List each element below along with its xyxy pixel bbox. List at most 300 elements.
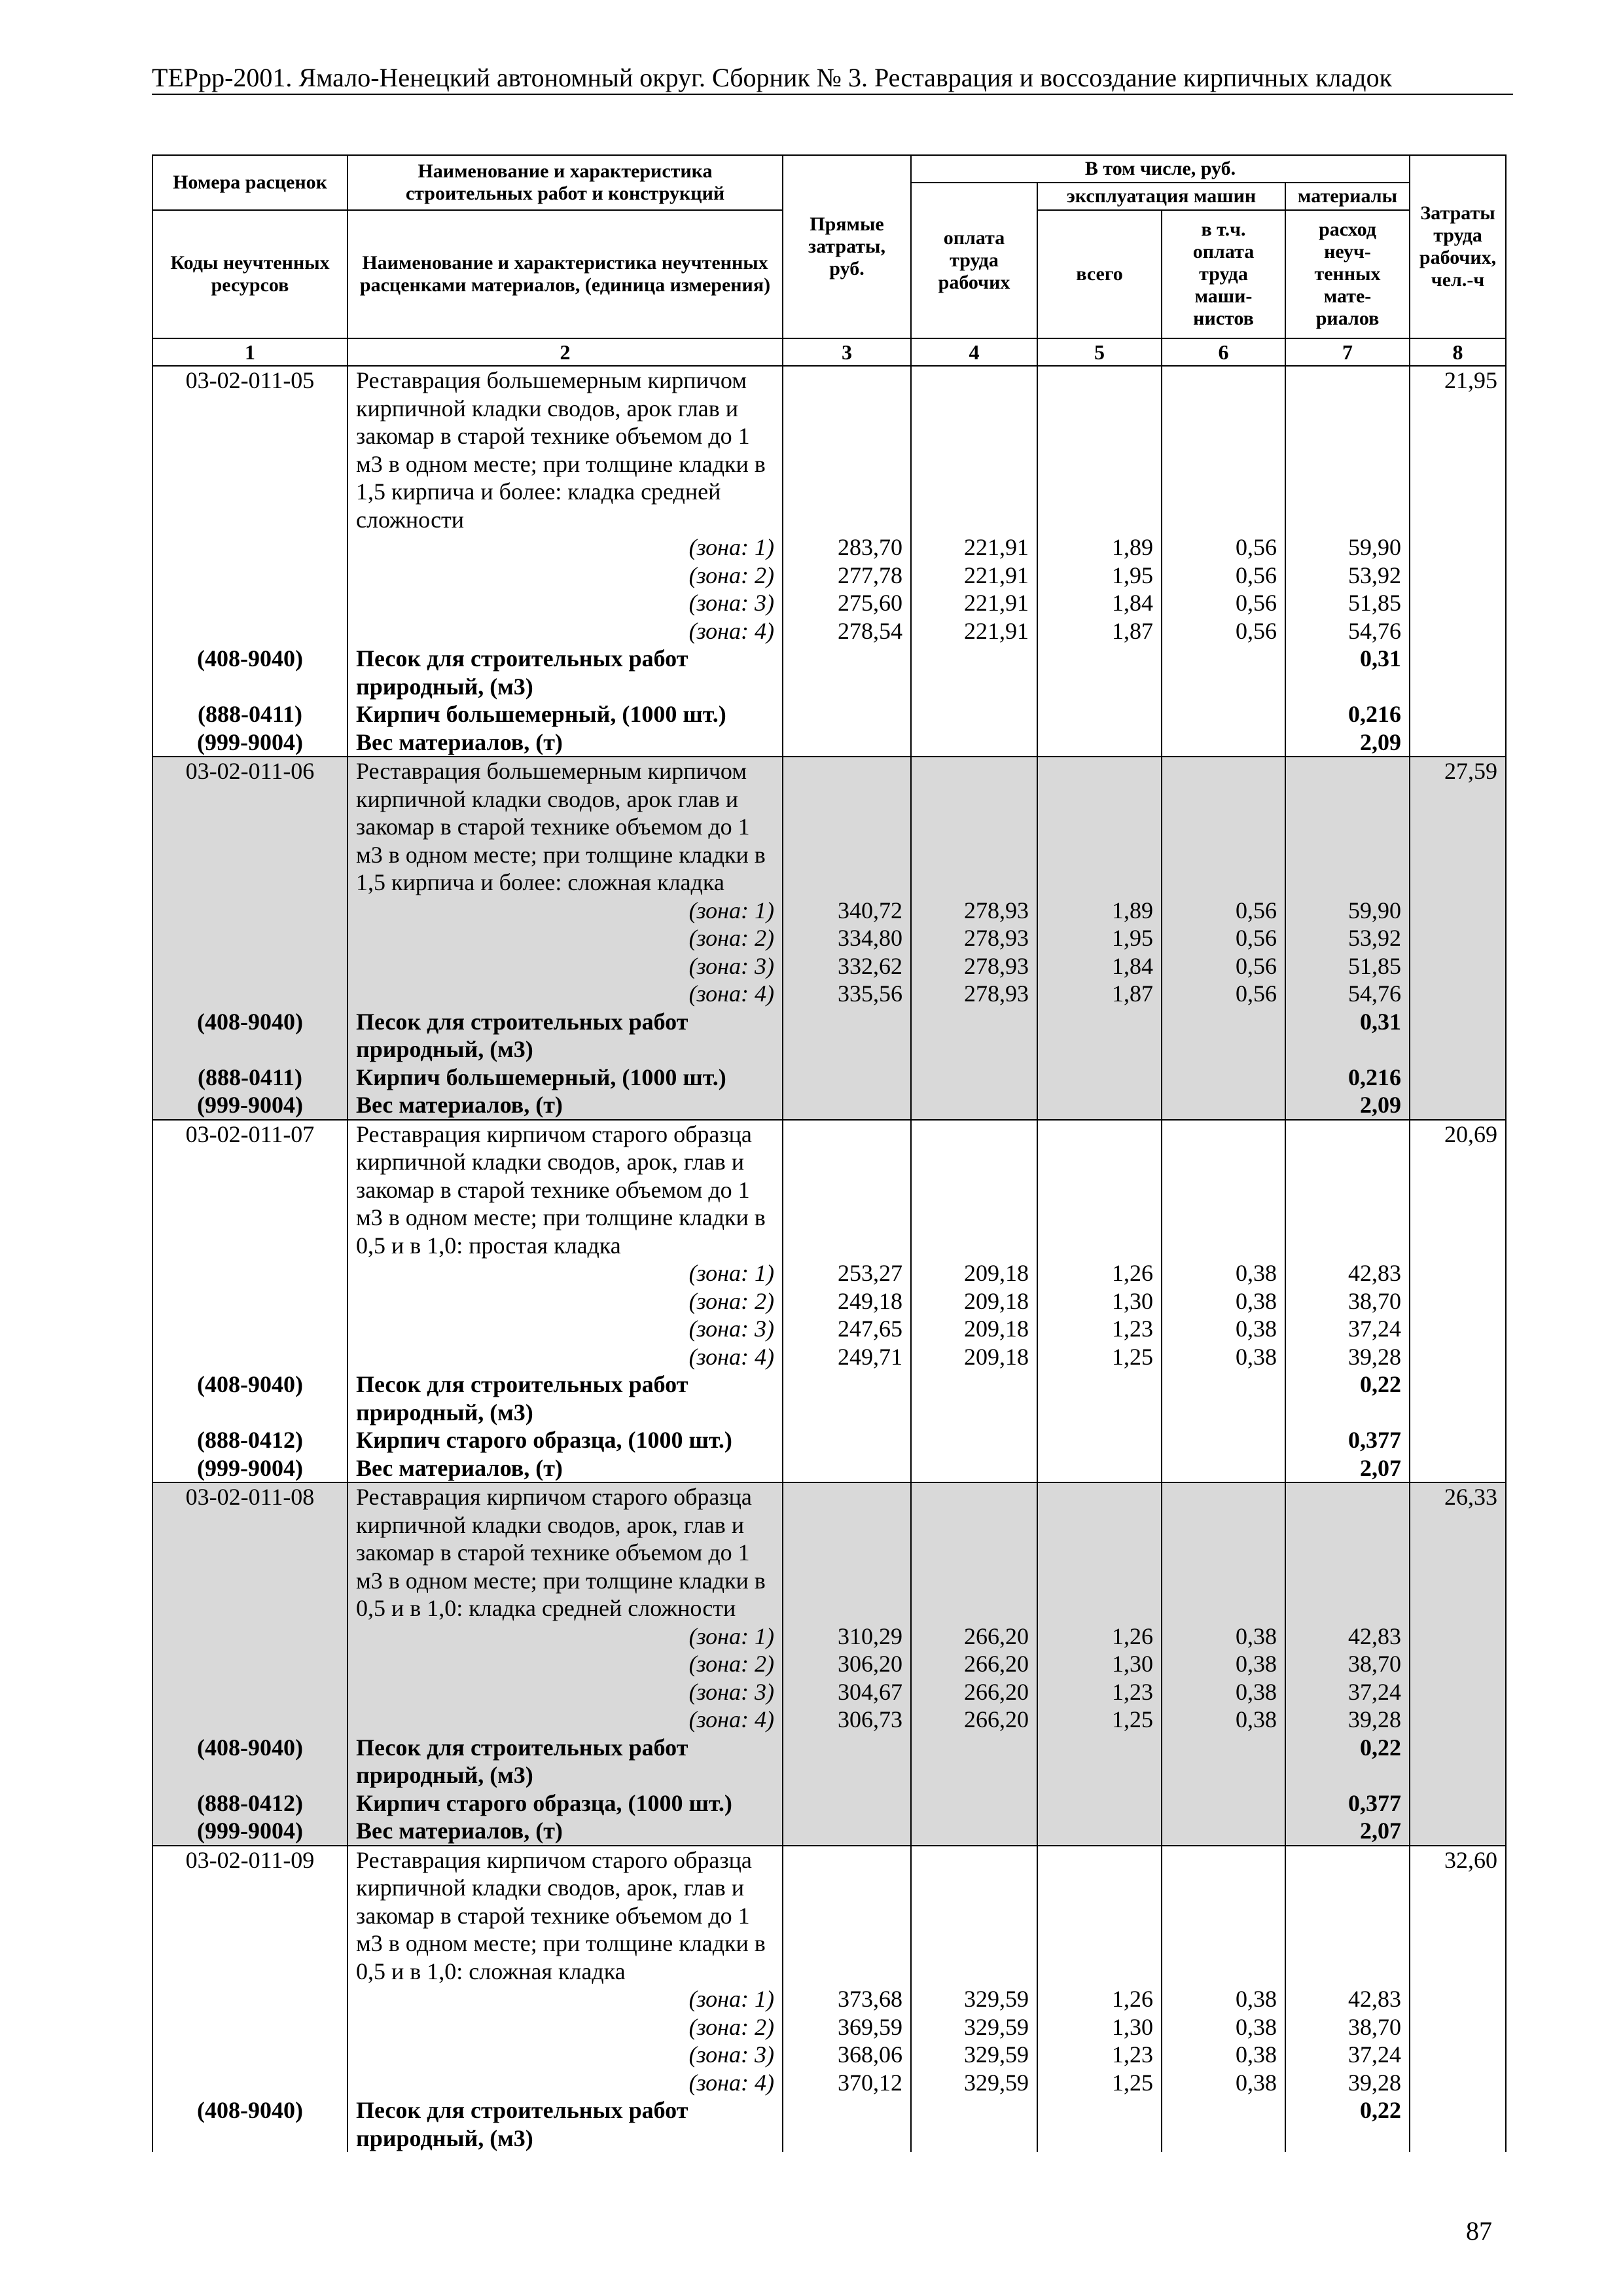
empty-cell [1037, 1120, 1162, 1260]
header-materials: материалы [1285, 183, 1410, 210]
header-work-name: Наименование и характеристика строительных работ и конструкций [348, 155, 783, 210]
resource-row [152, 700, 1506, 728]
zone-row [152, 562, 1506, 590]
materials-cost: 54,76 [1285, 980, 1410, 1008]
empty-cell [1162, 1371, 1285, 1426]
machinist-pay: 0,56 [1162, 533, 1285, 562]
labor-pay: 266,20 [911, 1678, 1037, 1706]
empty-cell [1162, 1817, 1285, 1846]
resource-name: Вес материалов, (т) [348, 1454, 783, 1483]
empty-cell [783, 366, 911, 533]
resource-name: Песок для строительных работ природный, (м3) [348, 645, 783, 700]
empty-cell [783, 757, 911, 897]
machinist-pay: 0,38 [1162, 1343, 1285, 1371]
rate-row [152, 1120, 1506, 1260]
empty-cell [1037, 1371, 1162, 1426]
labor-pay: 329,59 [911, 1985, 1037, 2013]
resource-row [152, 1426, 1506, 1454]
resource-code: (408-9040) [152, 1008, 348, 1064]
machines-total: 1,26 [1037, 1985, 1162, 2013]
direct-costs: 369,59 [783, 2013, 911, 2041]
labor-costs: 26,33 [1410, 1482, 1506, 1623]
empty-cell [1162, 1454, 1285, 1483]
direct-costs: 253,27 [783, 1259, 911, 1287]
direct-costs: 249,18 [783, 1287, 911, 1316]
direct-costs: 373,68 [783, 1985, 911, 2013]
empty-cell [911, 1482, 1037, 1623]
column-number: 6 [1162, 338, 1285, 366]
resource-name: Кирпич большемерный, (1000 шт.) [348, 1064, 783, 1092]
empty-cell [1162, 1064, 1285, 1092]
resource-row [152, 728, 1506, 757]
zone-label: (зона: 3) [348, 2041, 783, 2069]
rate-code: 03-02-011-05 [152, 366, 348, 645]
rate-description: Реставрация кирпичом старого образца кирпичной кладки сводов, арок, глав и закомар в старой технике объемом до 1 м3 в одном месте; при толщине кладки в 0,5 и в 1,0: простая кладка [348, 1120, 783, 1260]
labor-pay: 221,91 [911, 562, 1037, 590]
empty-cell [911, 1454, 1037, 1483]
empty-cell [1410, 2096, 1506, 2152]
empty-cell [1162, 1091, 1285, 1120]
column-number: 8 [1410, 338, 1506, 366]
resource-quantity: 0,216 [1285, 700, 1410, 728]
empty-cell [1037, 1008, 1162, 1064]
machines-total: 1,30 [1037, 1287, 1162, 1316]
title-rule [152, 94, 1513, 95]
rate-code: 03-02-011-07 [152, 1120, 348, 1371]
zone-row [152, 1259, 1506, 1287]
empty-cell [911, 2096, 1037, 2152]
column-number: 5 [1037, 338, 1162, 366]
resource-code: (888-0412) [152, 1789, 348, 1818]
empty-cell [1410, 1315, 1506, 1343]
machines-total: 1,26 [1037, 1623, 1162, 1651]
labor-pay: 221,91 [911, 589, 1037, 617]
rate-description: Реставрация кирпичом старого образца кирпичной кладки сводов, арок, глав и закомар в старой технике объемом до 1 м3 в одном месте; при толщине кладки в 0,5 и в 1,0: кладка средней сложности [348, 1482, 783, 1623]
zone-row [152, 1985, 1506, 2013]
zone-row [152, 952, 1506, 980]
empty-cell [783, 728, 911, 757]
zone-row [152, 533, 1506, 562]
rate-description: Реставрация большемерным кирпичом кирпичной кладки сводов, арок глав и закомар в старой технике объемом до 1 м3 в одном месте; при толщине кладки в 1,5 кирпича и более: кладка средней сложности [348, 366, 783, 533]
labor-pay: 209,18 [911, 1287, 1037, 1316]
labor-costs: 20,69 [1410, 1120, 1506, 1260]
empty-cell [1410, 700, 1506, 728]
labor-costs: 32,60 [1410, 1846, 1506, 1986]
materials-cost: 42,83 [1285, 1623, 1410, 1651]
resource-row [152, 1734, 1506, 1789]
empty-cell [1162, 366, 1285, 533]
zone-label: (зона: 4) [348, 1343, 783, 1371]
direct-costs: 275,60 [783, 589, 911, 617]
machines-total: 1,84 [1037, 952, 1162, 980]
resource-quantity: 0,22 [1285, 1734, 1410, 1789]
empty-cell [911, 366, 1037, 533]
direct-costs: 247,65 [783, 1315, 911, 1343]
machinist-pay: 0,38 [1162, 2069, 1285, 2097]
machinist-pay: 0,56 [1162, 562, 1285, 590]
machinist-pay: 0,38 [1162, 1706, 1285, 1734]
materials-cost: 59,90 [1285, 533, 1410, 562]
empty-cell [783, 1120, 911, 1260]
zone-label: (зона: 4) [348, 980, 783, 1008]
resource-row [152, 1008, 1506, 1064]
resource-row [152, 2096, 1506, 2152]
column-number: 4 [911, 338, 1037, 366]
rate-row [152, 757, 1506, 897]
labor-pay: 209,18 [911, 1259, 1037, 1287]
empty-cell [1037, 645, 1162, 700]
zone-label: (зона: 3) [348, 952, 783, 980]
empty-cell [1037, 366, 1162, 533]
resource-row [152, 1064, 1506, 1092]
direct-costs: 277,78 [783, 562, 911, 590]
empty-cell [911, 1734, 1037, 1789]
resource-name: Кирпич старого образца, (1000 шт.) [348, 1426, 783, 1454]
direct-costs: 335,56 [783, 980, 911, 1008]
resource-name: Песок для строительных работ природный, (м3) [348, 1008, 783, 1064]
empty-cell [1285, 1120, 1410, 1260]
header-including: В том числе, руб. [911, 155, 1410, 183]
direct-costs: 332,62 [783, 952, 911, 980]
machines-total: 1,25 [1037, 1706, 1162, 1734]
empty-cell [1410, 1259, 1506, 1287]
empty-cell [1410, 562, 1506, 590]
machines-total: 1,87 [1037, 617, 1162, 645]
machinist-pay: 0,56 [1162, 952, 1285, 980]
empty-cell [911, 645, 1037, 700]
empty-cell [1410, 924, 1506, 952]
column-numbers-row [152, 338, 1506, 366]
machines-total: 1,23 [1037, 2041, 1162, 2069]
machinist-pay: 0,56 [1162, 980, 1285, 1008]
column-number: 2 [348, 338, 783, 366]
resource-quantity: 0,22 [1285, 1371, 1410, 1426]
rate-row [152, 366, 1506, 533]
header-unaccounted-materials: расход неуч-тенных мате-риалов [1285, 210, 1410, 338]
empty-cell [1410, 728, 1506, 757]
machinist-pay: 0,56 [1162, 617, 1285, 645]
empty-cell [1410, 1287, 1506, 1316]
empty-cell [1037, 728, 1162, 757]
empty-cell [911, 1426, 1037, 1454]
labor-pay: 329,59 [911, 2041, 1037, 2069]
zone-label: (зона: 3) [348, 589, 783, 617]
machines-total: 1,26 [1037, 1259, 1162, 1287]
machines-total: 1,25 [1037, 2069, 1162, 2097]
empty-cell [1410, 2069, 1506, 2097]
machines-total: 1,87 [1037, 980, 1162, 1008]
empty-cell [783, 700, 911, 728]
resource-name: Песок для строительных работ природный, (м3) [348, 1371, 783, 1426]
empty-cell [1037, 1482, 1162, 1623]
empty-cell [783, 1371, 911, 1426]
materials-cost: 38,70 [1285, 1650, 1410, 1678]
resource-quantity: 0,377 [1285, 1789, 1410, 1818]
zone-label: (зона: 1) [348, 1623, 783, 1651]
header-machine-operation: эксплуатация машин [1037, 183, 1285, 210]
page-title: ТЕРрр-2001. Ямало-Ненецкий автономный округ. Сборник № 3. Реставрация и воссоздание кирпичных кладок [152, 63, 1393, 92]
materials-cost: 59,90 [1285, 897, 1410, 925]
empty-cell [1162, 1008, 1285, 1064]
empty-cell [1410, 1678, 1506, 1706]
machines-total: 1,30 [1037, 2013, 1162, 2041]
labor-pay: 278,93 [911, 980, 1037, 1008]
zone-label: (зона: 3) [348, 1315, 783, 1343]
column-number: 3 [783, 338, 911, 366]
direct-costs: 306,20 [783, 1650, 911, 1678]
empty-cell [783, 2096, 911, 2152]
zone-label: (зона: 2) [348, 924, 783, 952]
resource-quantity: 2,09 [1285, 728, 1410, 757]
resource-quantity: 0,22 [1285, 2096, 1410, 2152]
resource-code: (999-9004) [152, 1817, 348, 1846]
empty-cell [783, 1789, 911, 1818]
zone-row [152, 1706, 1506, 1734]
resource-quantity: 0,216 [1285, 1064, 1410, 1092]
machinist-pay: 0,38 [1162, 1985, 1285, 2013]
resource-name: Песок для строительных работ природный, (м3) [348, 1734, 783, 1789]
machines-total: 1,23 [1037, 1315, 1162, 1343]
empty-cell [1285, 1482, 1410, 1623]
empty-cell [1410, 1343, 1506, 1371]
materials-cost: 38,70 [1285, 2013, 1410, 2041]
empty-cell [1037, 1091, 1162, 1120]
resource-row [152, 1789, 1506, 1818]
materials-cost: 37,24 [1285, 1678, 1410, 1706]
empty-cell [1410, 1985, 1506, 2013]
resource-name: Кирпич старого образца, (1000 шт.) [348, 1789, 783, 1818]
rate-row [152, 1846, 1506, 1986]
header-direct-costs: Прямые затраты, руб. [783, 155, 911, 338]
direct-costs: 304,67 [783, 1678, 911, 1706]
resource-code: (408-9040) [152, 645, 348, 700]
resource-code: (408-9040) [152, 1371, 348, 1426]
labor-pay: 266,20 [911, 1706, 1037, 1734]
empty-cell [1162, 1120, 1285, 1260]
resource-quantity: 0,377 [1285, 1426, 1410, 1454]
resource-quantity: 2,07 [1285, 1817, 1410, 1846]
empty-cell [783, 1064, 911, 1092]
machines-total: 1,95 [1037, 562, 1162, 590]
zone-label: (зона: 2) [348, 562, 783, 590]
zone-row [152, 589, 1506, 617]
machinist-pay: 0,38 [1162, 2041, 1285, 2069]
materials-cost: 42,83 [1285, 1259, 1410, 1287]
empty-cell [1285, 1846, 1410, 1986]
column-number: 7 [1285, 338, 1410, 366]
empty-cell [911, 1120, 1037, 1260]
materials-cost: 53,92 [1285, 924, 1410, 952]
empty-cell [1410, 617, 1506, 645]
labor-pay: 278,93 [911, 924, 1037, 952]
resource-row [152, 1817, 1506, 1846]
rate-description: Реставрация большемерным кирпичом кирпичной кладки сводов, арок глав и закомар в старой технике объемом до 1 м3 в одном месте; при толщине кладки в 1,5 кирпича и более: сложная кладка [348, 757, 783, 897]
empty-cell [1162, 645, 1285, 700]
resource-code: (888-0411) [152, 1064, 348, 1092]
empty-cell [1410, 1817, 1506, 1846]
rate-code: 03-02-011-09 [152, 1846, 348, 2097]
rate-code: 03-02-011-08 [152, 1482, 348, 1734]
empty-cell [1162, 757, 1285, 897]
empty-cell [911, 1371, 1037, 1426]
materials-cost: 42,83 [1285, 1985, 1410, 2013]
resource-name: Вес материалов, (т) [348, 1091, 783, 1120]
labor-pay: 278,93 [911, 952, 1037, 980]
labor-pay: 329,59 [911, 2013, 1037, 2041]
labor-pay: 221,91 [911, 533, 1037, 562]
empty-cell [1037, 1734, 1162, 1789]
empty-cell [783, 1008, 911, 1064]
zone-label: (зона: 3) [348, 1678, 783, 1706]
direct-costs: 368,06 [783, 2041, 911, 2069]
materials-cost: 51,85 [1285, 952, 1410, 980]
machinist-pay: 0,38 [1162, 1315, 1285, 1343]
materials-cost: 38,70 [1285, 1287, 1410, 1316]
empty-cell [1037, 2096, 1162, 2152]
resource-name: Вес материалов, (т) [348, 728, 783, 757]
empty-cell [1285, 366, 1410, 533]
resource-row [152, 1091, 1506, 1120]
empty-cell [1410, 2013, 1506, 2041]
empty-cell [911, 1789, 1037, 1818]
zone-row [152, 2069, 1506, 2097]
direct-costs: 249,71 [783, 1343, 911, 1371]
empty-cell [1410, 952, 1506, 980]
resource-code: (999-9004) [152, 1091, 348, 1120]
empty-cell [1410, 1091, 1506, 1120]
zone-label: (зона: 4) [348, 1706, 783, 1734]
resource-row [152, 1454, 1506, 1483]
labor-pay: 329,59 [911, 2069, 1037, 2097]
rate-description: Реставрация кирпичом старого образца кирпичной кладки сводов, арок, глав и закомар в старой технике объемом до 1 м3 в одном месте; при толщине кладки в 0,5 и в 1,0: сложная кладка [348, 1846, 783, 1986]
empty-cell [911, 757, 1037, 897]
labor-pay: 278,93 [911, 897, 1037, 925]
zone-label: (зона: 1) [348, 533, 783, 562]
empty-cell [1410, 2041, 1506, 2069]
column-number: 1 [152, 338, 348, 366]
resource-quantity: 2,09 [1285, 1091, 1410, 1120]
machinist-pay: 0,56 [1162, 589, 1285, 617]
labor-pay: 209,18 [911, 1343, 1037, 1371]
empty-cell [1162, 1482, 1285, 1623]
empty-cell [783, 1091, 911, 1120]
empty-cell [1037, 1454, 1162, 1483]
direct-costs: 278,54 [783, 617, 911, 645]
empty-cell [1037, 1846, 1162, 1986]
empty-cell [1037, 700, 1162, 728]
empty-cell [783, 1482, 911, 1623]
empty-cell [1410, 1623, 1506, 1651]
empty-cell [911, 728, 1037, 757]
empty-cell [1410, 1454, 1506, 1483]
empty-cell [911, 700, 1037, 728]
empty-cell [1410, 1706, 1506, 1734]
empty-cell [1410, 897, 1506, 925]
empty-cell [911, 1091, 1037, 1120]
materials-cost: 39,28 [1285, 1706, 1410, 1734]
header-machinist-pay: в т.ч. оплата труда маши-нистов [1162, 210, 1285, 338]
zone-row [152, 1678, 1506, 1706]
zone-row [152, 2013, 1506, 2041]
zone-row [152, 617, 1506, 645]
direct-costs: 306,73 [783, 1706, 911, 1734]
rates-table [152, 154, 1507, 2152]
zone-row [152, 1287, 1506, 1316]
header-machines-total: всего [1037, 210, 1162, 338]
zone-row [152, 1623, 1506, 1651]
empty-cell [1037, 757, 1162, 897]
empty-cell [1410, 1008, 1506, 1064]
zone-label: (зона: 1) [348, 1985, 783, 2013]
machinist-pay: 0,38 [1162, 1259, 1285, 1287]
empty-cell [1162, 1426, 1285, 1454]
materials-cost: 53,92 [1285, 562, 1410, 590]
machines-total: 1,89 [1037, 897, 1162, 925]
zone-label: (зона: 4) [348, 617, 783, 645]
machinist-pay: 0,56 [1162, 897, 1285, 925]
machines-total: 1,23 [1037, 1678, 1162, 1706]
rate-code: 03-02-011-06 [152, 757, 348, 1008]
empty-cell [1410, 1426, 1506, 1454]
resource-code: (408-9040) [152, 1734, 348, 1789]
empty-cell [911, 1008, 1037, 1064]
empty-cell [783, 1426, 911, 1454]
empty-cell [1037, 1817, 1162, 1846]
zone-label: (зона: 2) [348, 1287, 783, 1316]
page-number: 87 [1466, 2216, 1492, 2246]
machinist-pay: 0,38 [1162, 1623, 1285, 1651]
header-rate-numbers: Номера расценок [152, 155, 348, 210]
direct-costs: 340,72 [783, 897, 911, 925]
zone-row [152, 2041, 1506, 2069]
direct-costs: 334,80 [783, 924, 911, 952]
machines-total: 1,95 [1037, 924, 1162, 952]
resource-code: (888-0412) [152, 1426, 348, 1454]
resource-name: Кирпич большемерный, (1000 шт.) [348, 700, 783, 728]
resource-quantity: 2,07 [1285, 1454, 1410, 1483]
materials-cost: 37,24 [1285, 2041, 1410, 2069]
direct-costs: 370,12 [783, 2069, 911, 2097]
empty-cell [783, 1734, 911, 1789]
empty-cell [783, 1817, 911, 1846]
rate-row [152, 1482, 1506, 1623]
resource-name: Песок для строительных работ природный, (м3) [348, 2096, 783, 2152]
resource-row [152, 1371, 1506, 1426]
zone-row [152, 924, 1506, 952]
table-header [152, 155, 1506, 366]
materials-cost: 54,76 [1285, 617, 1410, 645]
zone-label: (зона: 2) [348, 1650, 783, 1678]
resource-code: (408-9040) [152, 2096, 348, 2152]
zone-label: (зона: 2) [348, 2013, 783, 2041]
empty-cell [1410, 589, 1506, 617]
zone-label: (зона: 1) [348, 897, 783, 925]
materials-cost: 39,28 [1285, 1343, 1410, 1371]
header-materials-name: Наименование и характеристика неучтенных расценками материалов, (единица измерения) [348, 210, 783, 338]
empty-cell [1410, 1650, 1506, 1678]
empty-cell [1162, 700, 1285, 728]
resource-quantity: 0,31 [1285, 1008, 1410, 1064]
empty-cell [783, 1846, 911, 1986]
zone-row [152, 897, 1506, 925]
machines-total: 1,89 [1037, 533, 1162, 562]
empty-cell [783, 1454, 911, 1483]
empty-cell [1410, 1734, 1506, 1789]
machines-total: 1,84 [1037, 589, 1162, 617]
zone-row [152, 1650, 1506, 1678]
zone-label: (зона: 1) [348, 1259, 783, 1287]
labor-costs: 27,59 [1410, 757, 1506, 897]
